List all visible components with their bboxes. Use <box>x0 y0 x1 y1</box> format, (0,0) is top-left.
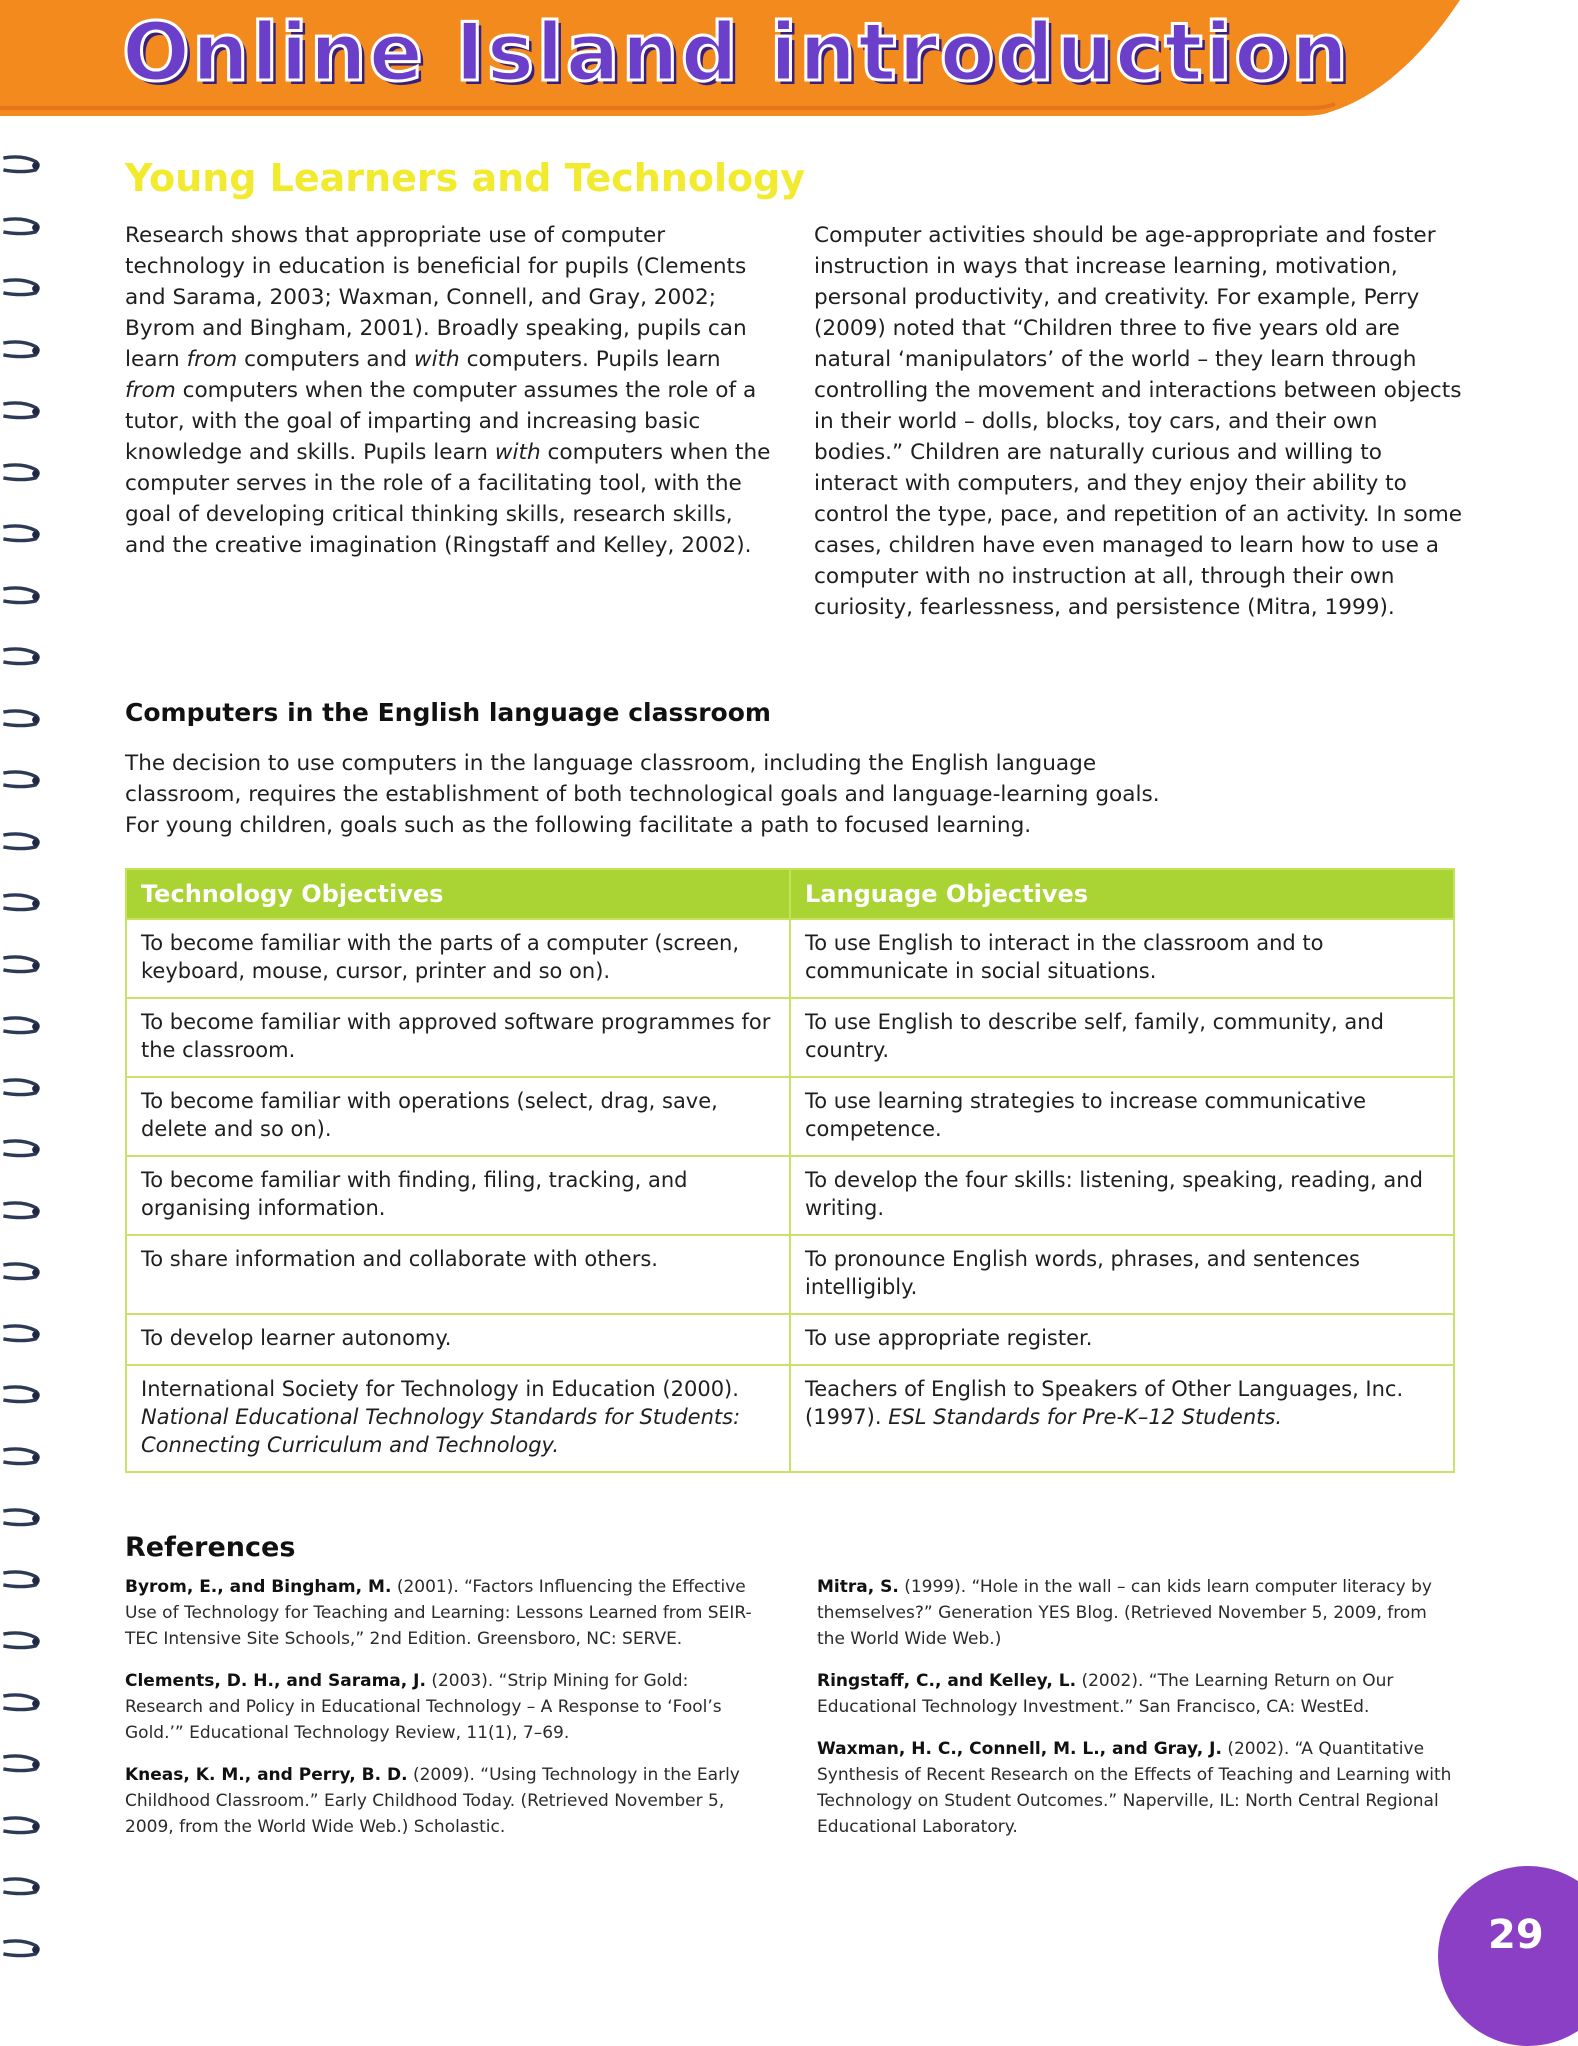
objectives-table <box>125 868 1455 1473</box>
spiral-coil-icon <box>0 215 44 237</box>
classroom-intro: The decision to use computers in the language classroom, including the English language classroom, requires the establishment of both technological goals and language-learning goals. For young children, goals such as the following facilitate a path to focused learning. <box>125 751 1160 838</box>
reference-item <box>125 1574 765 1652</box>
spiral-coil-icon <box>0 1383 44 1405</box>
technology-objective: To develop learner autonomy. <box>126 1314 790 1365</box>
technology-objective: To share information and collaborate with others. <box>126 1235 790 1314</box>
spiral-coil-icon <box>0 891 44 913</box>
spiral-coil-icon <box>0 1199 44 1221</box>
technology-objective: To become familiar with finding, filing, tracking, and organising information. <box>126 1156 790 1235</box>
spiral-coil-icon <box>0 338 44 360</box>
spiral-coil-icon <box>0 768 44 790</box>
spiral-coil-icon <box>0 830 44 852</box>
technology-source-plain: International Society for Technology in Education (2000). <box>141 1377 739 1401</box>
technology-objectives-header: Technology Objectives <box>126 869 790 919</box>
header-banner <box>0 0 1578 118</box>
reference-details: (2001). “Factors Influencing the Effective Use of Technology for Teaching and Learning: Lessons Learned from SEIR-TEC Intensive Site Schools,” 2nd Edition. Greensboro, NC: SERVE. <box>125 1577 752 1649</box>
reference-item <box>125 1668 765 1746</box>
reference-details: (2003). “Strip Mining for Gold: Research and Policy in Educational Technology – A Response to ‘Fool’s Gold.’” Educational Technology Review, 11(1), 7–69. <box>125 1671 722 1743</box>
technology-objective: To become familiar with the parts of a computer (screen, keyboard, mouse, cursor, printer and so on). <box>126 919 790 998</box>
spiral-coil-icon <box>0 1506 44 1528</box>
technology-objective: To become familiar with operations (select, drag, save, delete and so on). <box>126 1077 790 1156</box>
technology-objective: To become familiar with approved software programmes for the classroom. <box>126 998 790 1077</box>
emphasis-word: from <box>125 378 176 403</box>
reference-item <box>817 1736 1457 1840</box>
reference-item <box>817 1668 1457 1720</box>
emphasis-word: with <box>494 440 541 465</box>
objectives-header-row <box>126 869 1454 919</box>
technology-source <box>126 1365 790 1472</box>
section-title: Young Learners and Technology <box>125 156 806 200</box>
reference-authors: Clements, D. H., and Sarama, J. <box>125 1671 426 1691</box>
references-heading: References <box>125 1532 296 1563</box>
spiral-coil-icon <box>0 522 44 544</box>
reference-details: (2002). “A Quantitative Synthesis of Recent Research on the Effects of Teaching and Learning with Technology on Student Outcomes.” Naperville, IL: North Central Regional Educational Laboratory. <box>817 1739 1452 1837</box>
table-row-sources <box>126 1365 1454 1472</box>
spiral-coil-icon <box>0 584 44 606</box>
spiral-binding <box>0 0 50 2000</box>
spiral-coil-icon <box>0 1014 44 1036</box>
language-objective: To use English to interact in the classroom and to communicate in social situations. <box>790 919 1454 998</box>
spiral-coil-icon <box>0 399 44 421</box>
language-source-title: ESL Standards for Pre-K–12 Students. <box>888 1405 1282 1429</box>
spiral-coil-icon <box>0 953 44 975</box>
reference-authors: Byrom, E., and Bingham, M. <box>125 1577 392 1597</box>
spiral-coil-icon <box>0 1814 44 1836</box>
reference-item <box>125 1762 765 1840</box>
spiral-coil-icon <box>0 153 44 175</box>
language-source <box>790 1365 1454 1472</box>
reference-authors: Ringstaff, C., and Kelley, L. <box>817 1671 1077 1691</box>
spiral-coil-icon <box>0 1076 44 1098</box>
language-objective: To use English to describe self, family, community, and country. <box>790 998 1454 1077</box>
reference-authors: Mitra, S. <box>817 1577 899 1597</box>
spiral-coil-icon <box>0 707 44 729</box>
spiral-coil-icon <box>0 1568 44 1590</box>
spiral-coil-icon <box>0 1260 44 1282</box>
table-row <box>126 1156 1454 1235</box>
language-source-plain: Teachers of English to Speakers of Other Languages, Inc. (1997). <box>805 1377 1404 1429</box>
page-number: 29 <box>1488 1912 1544 1958</box>
spiral-coil-icon <box>0 276 44 298</box>
classroom-heading: Computers in the English language classroom <box>125 698 771 727</box>
spiral-coil-icon <box>0 1322 44 1344</box>
reference-details: (2002). “The Learning Return on Our Educational Technology Investment.” San Francisco, CA: WestEd. <box>817 1671 1394 1717</box>
spiral-coil-icon <box>0 1875 44 1897</box>
language-objective: To use learning strategies to increase communicative competence. <box>790 1077 1454 1156</box>
intro-right-paragraph: Computer activities should be age-appropriate and foster instruction in ways that increase learning, motivation, personal productivity, and creativity. For example, Perry (2009) noted that “Children three to five years old are natural ‘manipulators’ of the world – they learn through controlling the movement and interactions between objects in their world – dolls, blocks, toy cars, and their own bodies.” Children are naturally curious and willing to interact with computers, and they enjoy their ability to control the type, pace, and repetition of an activity. In some cases, children have even managed to learn how to use a computer with no instruction at all, through their own curiosity, fearlessness, and persistence (Mitra, 1999). <box>814 223 1463 620</box>
language-objective: To pronounce English words, phrases, and sentences intelligibly. <box>790 1235 1454 1314</box>
reference-details: (2009). “Using Technology in the Early Childhood Classroom.” Early Childhood Today. (Retrieved November 5, 2009, from the World Wide Web.) Scholastic. <box>125 1765 740 1837</box>
technology-source-title: National Educational Technology Standards for Students: Connecting Curriculum and Technology. <box>141 1405 741 1457</box>
language-objective: To use appropriate register. <box>790 1314 1454 1365</box>
table-row <box>126 1077 1454 1156</box>
spiral-coil-icon <box>0 1937 44 1959</box>
table-row <box>126 998 1454 1077</box>
language-objective: To develop the four skills: listening, speaking, reading, and writing. <box>790 1156 1454 1235</box>
reference-authors: Waxman, H. C., Connell, M. L., and Gray, J. <box>817 1739 1222 1759</box>
reference-item <box>817 1574 1457 1652</box>
table-row <box>126 1314 1454 1365</box>
reference-authors: Kneas, K. M., and Perry, B. D. <box>125 1765 408 1785</box>
emphasis-word: from <box>186 347 238 372</box>
language-objectives-header: Language Objectives <box>790 869 1454 919</box>
table-row <box>126 1235 1454 1314</box>
spiral-coil-icon <box>0 1137 44 1159</box>
spiral-coil-icon <box>0 1445 44 1467</box>
spiral-coil-icon <box>0 1629 44 1651</box>
spiral-coil-icon <box>0 1752 44 1774</box>
page-title: Online Island introduction <box>122 6 1350 99</box>
reference-details: (1999). “Hole in the wall – can kids learn computer literacy by themselves?” Generation YES Blog. (Retrieved November 5, 2009, from the World Wide Web.) <box>817 1577 1432 1649</box>
spiral-coil-icon <box>0 1691 44 1713</box>
table-row <box>126 919 1454 998</box>
spiral-coil-icon <box>0 461 44 483</box>
intro-left-paragraph: Research shows that appropriate use of computer technology in education is beneficial for pupils (Clements and Sarama, 2003; Waxman, Connell, and Gray, 2002; Byrom and Bingham, 2001). Broadly speaking, pupils can learn from computers and with computers. Pupils learn from computers when the computer assumes the role of a tutor, with the goal of imparting and increasing basic knowledge and skills. Pupils learn with computers when the computer serves in the role of a facilitating tool, with the goal of developing critical thinking skills, research skills, and the creative imagination (Ringstaff and Kelley, 2002). <box>125 223 771 558</box>
emphasis-word: with <box>413 347 460 372</box>
spiral-coil-icon <box>0 645 44 667</box>
